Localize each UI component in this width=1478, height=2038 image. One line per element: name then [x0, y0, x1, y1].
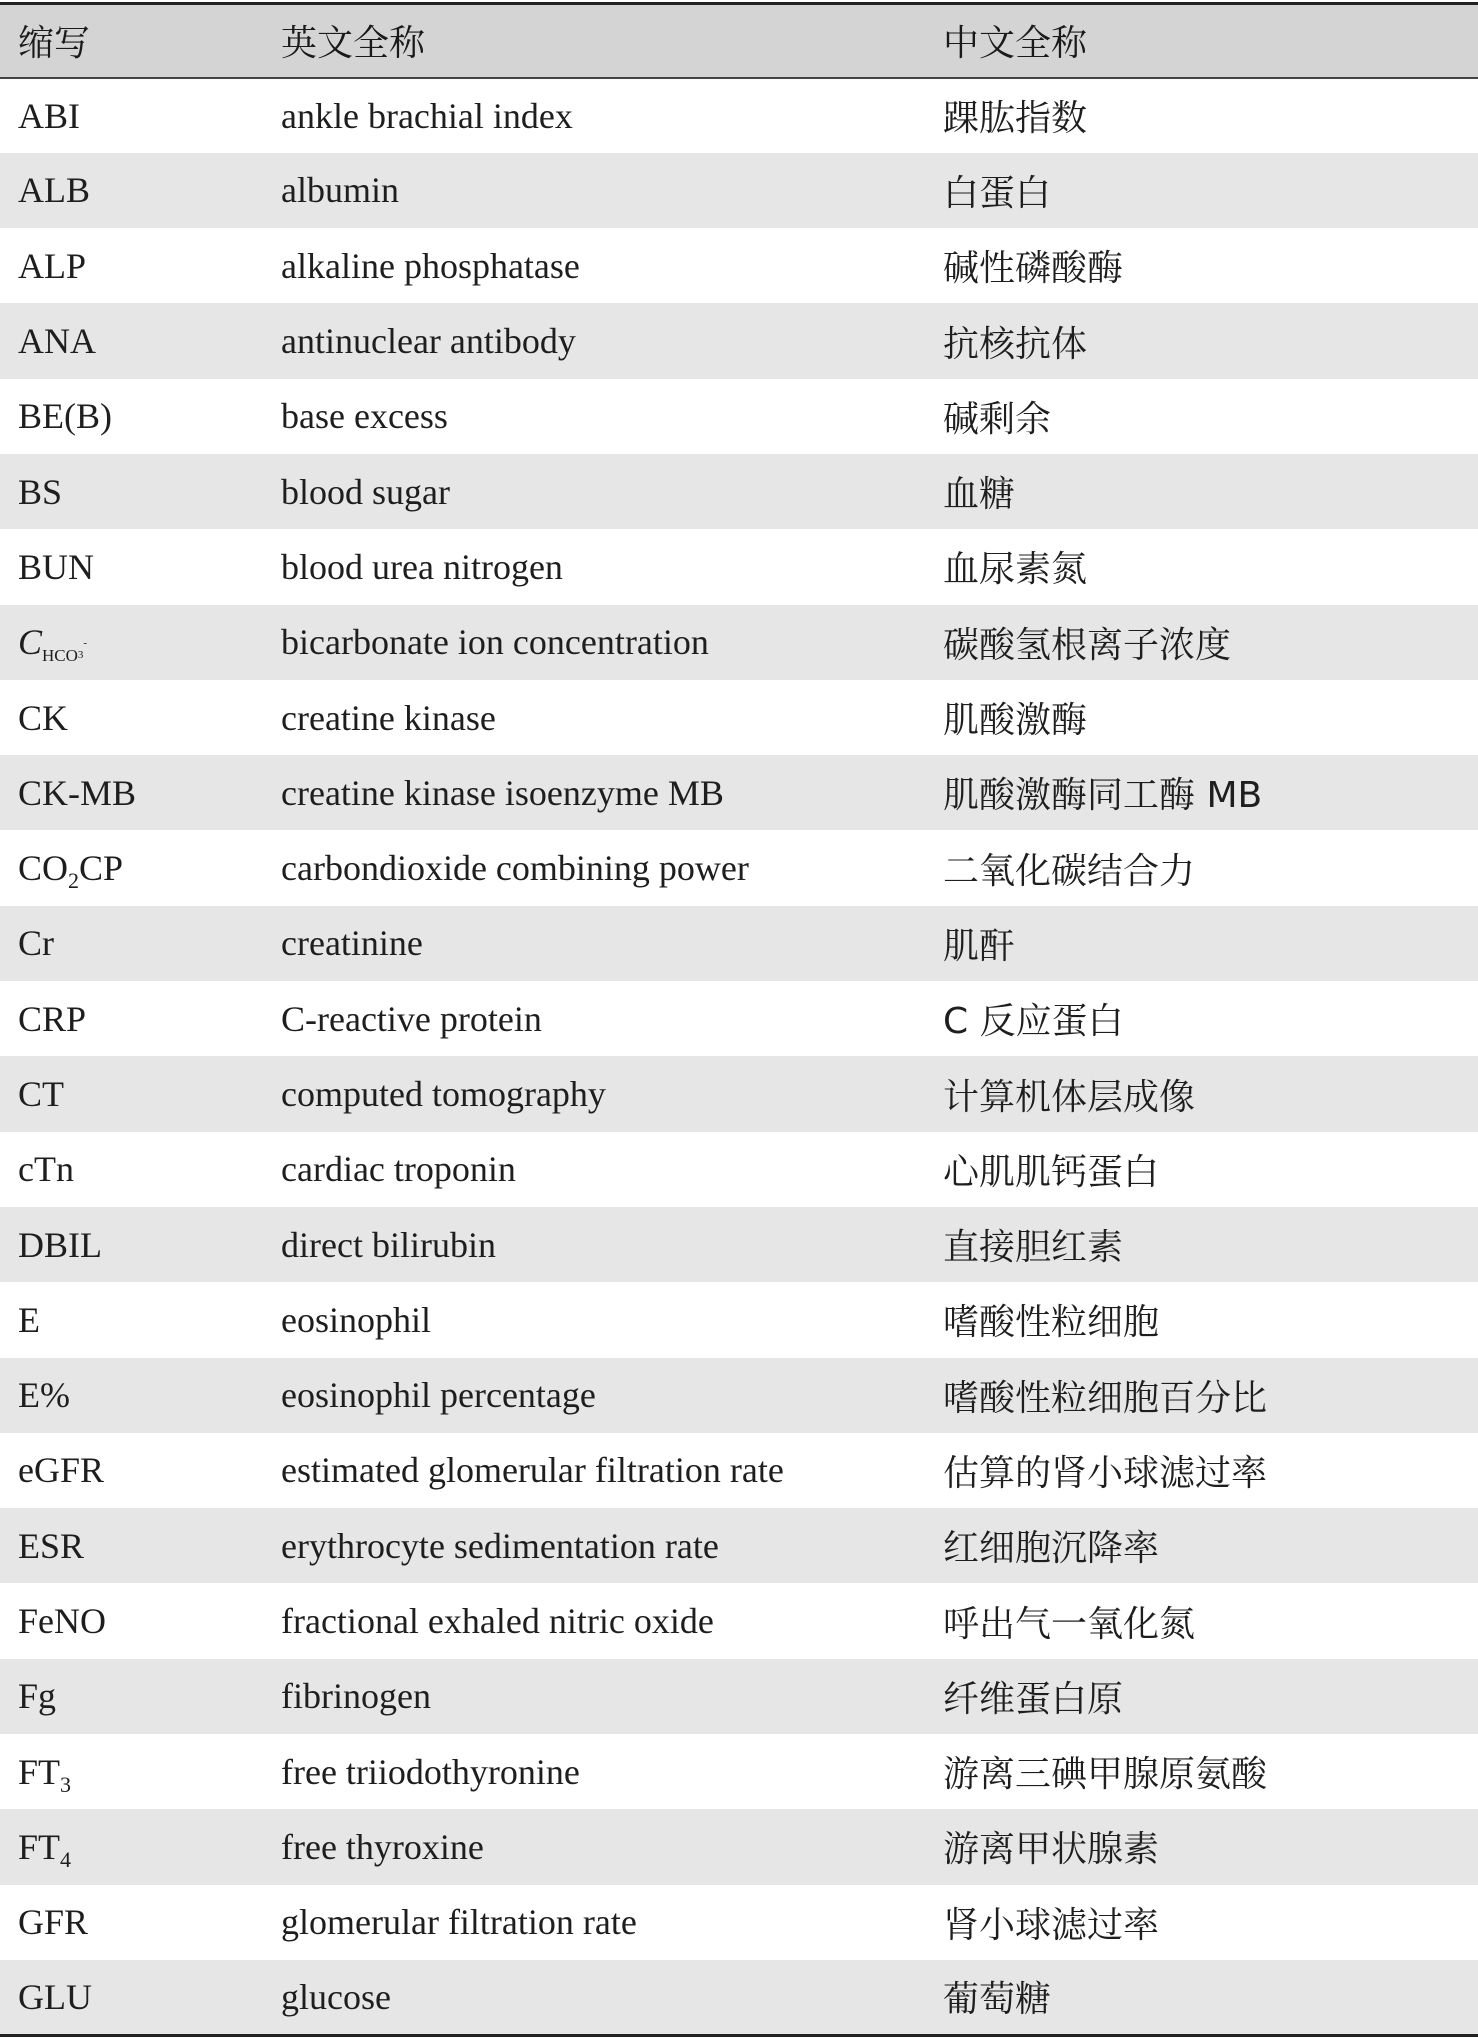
english-cell: base excess — [281, 396, 448, 437]
abbr-subscript: HCO — [42, 646, 78, 666]
abbr-cell — [0, 1583, 281, 1658]
table-row — [0, 755, 1478, 830]
abbr-text: ESR — [18, 1525, 85, 1566]
abbr-cell — [0, 1056, 281, 1131]
chinese-cell: 肾小球滤过率 — [943, 1904, 1160, 1946]
chinese-cell: 碳酸氢根离子浓度 — [943, 624, 1232, 666]
english-cell: cardiac troponin — [281, 1149, 516, 1190]
chinese-cell: 心肌肌钙蛋白 — [943, 1151, 1160, 1193]
abbr-cell — [0, 1433, 281, 1508]
header-english: 英文全称 — [281, 4, 943, 78]
abbr-cell — [0, 153, 281, 228]
table-row — [0, 1583, 1478, 1658]
english-cell: creatine kinase isoenzyme MB — [281, 772, 724, 813]
english-cell: computed tomography — [281, 1074, 606, 1114]
english-cell: erythrocyte sedimentation rate — [281, 1525, 719, 1566]
table-row — [0, 1282, 1478, 1357]
chinese-cell: 估算的肾小球滤过率 — [943, 1452, 1268, 1494]
english-cell: fractional exhaled nitric oxide — [281, 1601, 714, 1642]
table-row — [0, 1358, 1478, 1433]
chinese-cell: 抗核抗体 — [943, 323, 1088, 365]
table-row — [0, 1734, 1478, 1809]
abbr-cell — [0, 755, 281, 830]
table-row — [0, 78, 1478, 153]
table-row — [0, 1960, 1478, 2035]
table-row — [0, 1508, 1478, 1583]
abbr-tail: CP — [79, 848, 124, 889]
english-cell: antinuclear antibody — [281, 321, 576, 362]
chinese-cell: 白蛋白 — [943, 172, 1052, 214]
chinese-cell: 嗜酸性粒细胞百分比 — [943, 1377, 1268, 1419]
abbr-subscript: 3 — [60, 1771, 72, 1797]
english-cell: bicarbonate ion concentration — [281, 622, 709, 663]
chinese-cell: 计算机体层成像 — [943, 1076, 1196, 1118]
abbr-text: eGFR — [18, 1450, 105, 1491]
abbr-text: Fg — [18, 1676, 57, 1717]
abbr-text: BE(B) — [18, 396, 112, 437]
table-row — [0, 1132, 1478, 1207]
abbr-subscript: 4 — [60, 1846, 72, 1872]
abbr-cell — [0, 228, 281, 303]
abbr-cell — [0, 78, 281, 153]
english-cell: glucose — [281, 1976, 391, 2017]
chinese-cell: 踝肱指数 — [943, 98, 1088, 140]
english-cell: carbondioxide combining power — [281, 848, 749, 889]
chinese-cell: 血尿素氮 — [943, 549, 1088, 591]
abbr-cell — [0, 1132, 281, 1207]
abbr-cell — [0, 1207, 281, 1282]
abbr-text: cTn — [18, 1149, 74, 1190]
table-body — [0, 78, 1478, 2036]
english-cell: blood sugar — [281, 471, 450, 512]
abbr-text: BS — [18, 471, 63, 512]
english-cell: eosinophil percentage — [281, 1375, 596, 1416]
chinese-cell: 葡萄糖 — [943, 1979, 1052, 2021]
abbr-cell — [0, 379, 281, 454]
abbr-cell — [0, 1734, 281, 1809]
abbr-cell — [0, 1885, 281, 1960]
chinese-cell: 游离甲状腺素 — [943, 1829, 1160, 1871]
abbr-text: FT — [18, 1826, 61, 1867]
abbr-text: E — [18, 1299, 40, 1340]
abbr-cell — [0, 830, 281, 905]
english-cell: fibrinogen — [281, 1676, 431, 1717]
abbr-text: CRP — [18, 998, 87, 1039]
english-cell: albumin — [281, 170, 399, 211]
abbr-text: ABI — [18, 95, 80, 136]
chinese-cell: 嗜酸性粒细胞 — [943, 1302, 1160, 1344]
chinese-cell: C 反应蛋白 — [943, 1001, 1124, 1043]
abbr-superscript: - — [83, 637, 88, 650]
chinese-cell: 肌酸激酶同工酶 MB — [943, 775, 1263, 817]
chinese-cell: 碱剩余 — [943, 398, 1052, 440]
abbr-text: CK — [18, 697, 69, 738]
chinese-cell: 呼出气一氧化氮 — [943, 1603, 1196, 1645]
abbr-cell — [0, 1659, 281, 1734]
english-cell: glomerular filtration rate — [281, 1902, 637, 1943]
abbr-cell — [0, 529, 281, 604]
abbr-text: ALP — [18, 245, 87, 286]
table-row — [0, 680, 1478, 755]
table-row — [0, 1809, 1478, 1884]
table-row — [0, 906, 1478, 981]
chinese-cell: 直接胆红素 — [943, 1227, 1124, 1269]
chinese-cell: 二氧化碳结合力 — [943, 850, 1196, 892]
abbr-cell — [0, 605, 281, 680]
header-row — [0, 4, 1478, 78]
table-row — [0, 454, 1478, 529]
english-cell: C-reactive protein — [281, 998, 542, 1039]
abbr-text: C — [18, 622, 43, 663]
abbr-text: GFR — [18, 1902, 89, 1943]
abbr-text: ANA — [18, 321, 96, 362]
abbr-subscript-digit: 3 — [77, 649, 84, 662]
abbr-cell — [0, 1960, 281, 2035]
abbr-text: ALB — [18, 170, 90, 211]
abbr-text: FeNO — [18, 1601, 106, 1642]
abbr-cell — [0, 906, 281, 981]
table-row — [0, 1056, 1478, 1131]
table-row — [0, 1433, 1478, 1508]
chinese-cell: 游离三碘甲腺原氨酸 — [943, 1754, 1268, 1796]
english-cell: ankle brachial index — [281, 95, 573, 136]
abbr-cell — [0, 1282, 281, 1357]
abbr-cell — [0, 680, 281, 755]
table-row — [0, 981, 1478, 1056]
english-cell: alkaline phosphatase — [281, 245, 580, 286]
table-row — [0, 529, 1478, 604]
chinese-cell: 纤维蛋白原 — [943, 1678, 1124, 1720]
chinese-cell: 血糖 — [943, 474, 1016, 516]
abbr-cell — [0, 1809, 281, 1884]
abbr-subscript: 2 — [68, 868, 80, 894]
table-row — [0, 605, 1478, 680]
table-header — [0, 4, 1478, 78]
abbr-cell — [0, 1508, 281, 1583]
abbreviation-table — [0, 2, 1478, 2037]
chinese-cell: 碱性磷酸酶 — [943, 248, 1124, 290]
table-row — [0, 379, 1478, 454]
table-row — [0, 830, 1478, 905]
abbr-text: Cr — [18, 923, 54, 964]
abbr-text: CT — [18, 1074, 65, 1114]
english-cell: free thyroxine — [281, 1826, 484, 1867]
table-row — [0, 1207, 1478, 1282]
abbr-cell — [0, 454, 281, 529]
abbr-text: FT — [18, 1751, 61, 1792]
table-row — [0, 228, 1478, 303]
english-cell: blood urea nitrogen — [281, 546, 563, 587]
english-cell: creatine kinase — [281, 697, 496, 738]
english-cell: creatinine — [281, 923, 423, 964]
english-cell: direct bilirubin — [281, 1224, 496, 1265]
abbr-text: BUN — [18, 546, 95, 587]
chinese-cell: 肌酐 — [943, 925, 1016, 967]
abbr-text: CO — [18, 848, 69, 889]
abbr-text: GLU — [18, 1976, 92, 2017]
table-row — [0, 1659, 1478, 1734]
chinese-cell: 红细胞沉降率 — [943, 1528, 1160, 1570]
abbr-text: E% — [18, 1375, 70, 1416]
abbr-cell — [0, 1358, 281, 1433]
abbr-text: CK-MB — [18, 772, 137, 813]
table-row — [0, 1885, 1478, 1960]
english-cell: free triiodothyronine — [281, 1751, 580, 1792]
abbr-text: DBIL — [18, 1224, 102, 1265]
abbr-cell — [0, 303, 281, 378]
abbr-cell — [0, 981, 281, 1056]
english-cell: estimated glomerular filtration rate — [281, 1450, 784, 1491]
english-cell: eosinophil — [281, 1299, 431, 1340]
table-row — [0, 303, 1478, 378]
table-row — [0, 153, 1478, 228]
chinese-cell: 肌酸激酶 — [943, 700, 1088, 742]
header-chinese: 中文全称 — [943, 4, 1478, 78]
header-abbr: 缩写 — [0, 4, 281, 78]
